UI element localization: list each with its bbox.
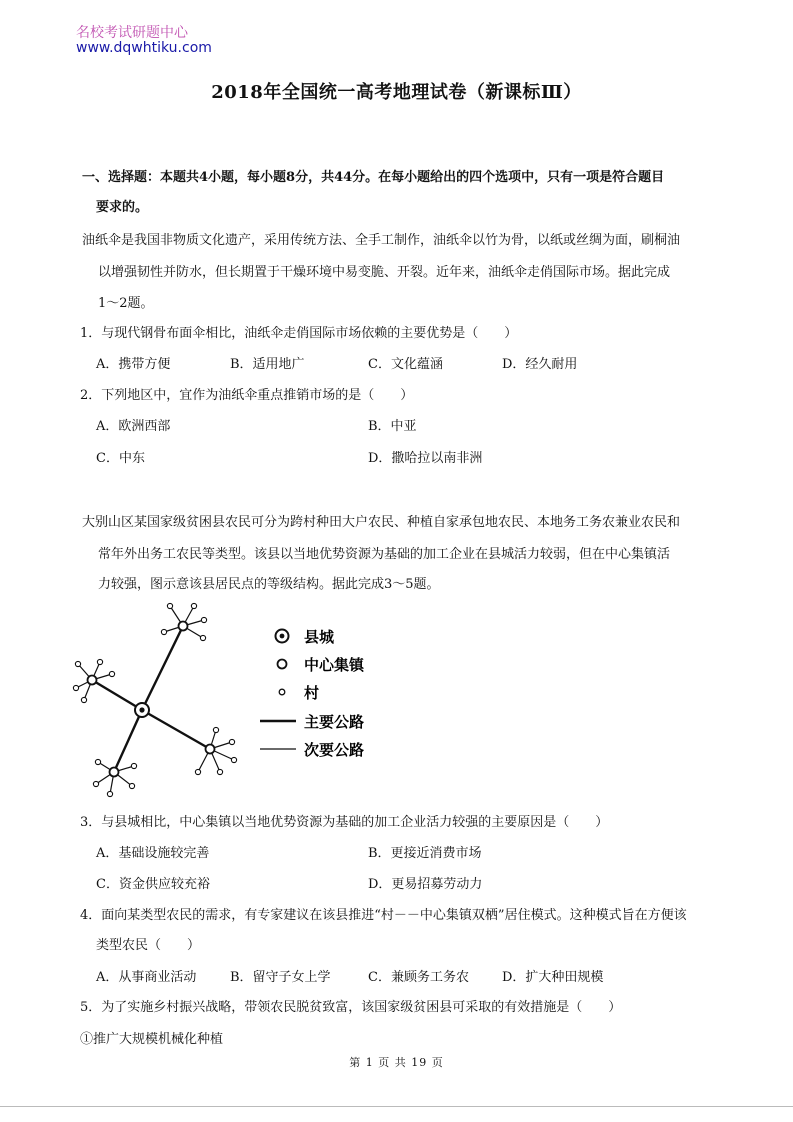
q3-option-d: D．更易招募劳动力 [368, 877, 483, 892]
passage-1-line-2: 以增强韧性并防水，但长期置于干燥环境中易变脆、开裂。近年来，油纸伞走俏国际市场。据此完成 [98, 265, 671, 280]
q4-option-a: A．从事商业活动 [96, 970, 197, 985]
q1-option-c: C．文化蕴涵 [368, 357, 443, 372]
question-1-stem: 1．与现代钢骨布面伞相比，油纸伞走俏国际市场依赖的主要优势是（ ） [80, 326, 518, 341]
passage-1-line-1: 油纸伞是我国非物质文化遗产，采用传统方法、全手工制作，油纸伞以竹为骨，以纸或丝绸为面，刷桐油 [82, 233, 681, 248]
q3-option-c: C．资金供应较充裕 [96, 877, 210, 892]
question-5-stem: 5．为了实施乡村振兴战略，带领农民脱贫致富，该国家级贫困县可采取的有效措施是（ ） [80, 1000, 622, 1015]
q2-option-b: B．中亚 [368, 419, 417, 434]
page-bottom-rule [0, 1106, 793, 1107]
q4-option-c: C．兼顾务工务农 [368, 970, 469, 985]
watermark-url: www.dqwhtiku.com [76, 40, 212, 56]
q2-option-d: D．撒哈拉以南非洲 [368, 451, 483, 466]
legend-county: 县城 [304, 628, 335, 646]
passage-2-line-1: 大别山区某国家级贫困县农民可分为跨村种田大户农民、种植自家承包地农民、本地务工务农兼业农民和 [82, 515, 681, 530]
q1-option-a: A．携带方便 [96, 357, 171, 372]
passage-2-line-3: 力较强，图示意该县居民点的等级结构。据此完成3～5题。 [98, 577, 440, 592]
legend-village: 村 [304, 684, 320, 702]
q4-option-b: B．留守子女上学 [230, 970, 331, 985]
q2-option-a: A．欧洲西部 [96, 419, 171, 434]
section-heading: 一、选择题：本题共4小题，每小题8分，共44分。在每小题给出的四个选项中，只有一项是符合题目 [82, 170, 665, 185]
q1-option-b: B．适用地广 [230, 357, 305, 372]
question-2-stem: 2．下列地区中，宜作为油纸伞重点推销市场的是（ ） [80, 388, 414, 403]
q2-option-c: C．中东 [96, 451, 145, 466]
legend-minor-road: 次要公路 [304, 741, 365, 759]
diagram-legend [260, 628, 365, 759]
section-heading-cont: 要求的。 [96, 200, 149, 215]
passage-1-line-3: 1～2题。 [98, 296, 154, 311]
legend-main-road: 主要公路 [304, 713, 365, 731]
q4-option-d: D．扩大种田规模 [502, 970, 604, 985]
legend-town: 中心集镇 [304, 656, 365, 674]
passage-2-line-2: 常年外出务工农民等类型。该县以当地优势资源为基础的加工企业在县城活力较弱，但在中心集镇活 [98, 547, 671, 562]
q3-option-b: B．更接近消费市场 [368, 846, 482, 861]
watermark-name: 名校考试研题中心 [76, 25, 188, 41]
question-4-stem: 4．面向某类型农民的需求，有专家建议在该县推进“村－－中心集镇双栖”居住模式。这种模式旨在方便该 [80, 908, 687, 923]
settlement-hierarchy-diagram [70, 602, 390, 800]
page-title: 2018年全国统一高考地理试卷（新课标Ⅲ） [211, 82, 582, 103]
question-3-stem: 3．与县城相比，中心集镇以当地优势资源为基础的加工企业活力较强的主要原因是（ ） [80, 815, 609, 830]
q1-option-d: D．经久耐用 [502, 357, 578, 372]
q5-item-1: ①推广大规模机械化种植 [80, 1032, 224, 1047]
page-number: 第 1 页 共 19 页 [349, 1056, 444, 1069]
q3-option-a: A．基础设施较完善 [96, 846, 210, 861]
question-4-stem-cont: 类型农民（ ） [96, 938, 201, 953]
